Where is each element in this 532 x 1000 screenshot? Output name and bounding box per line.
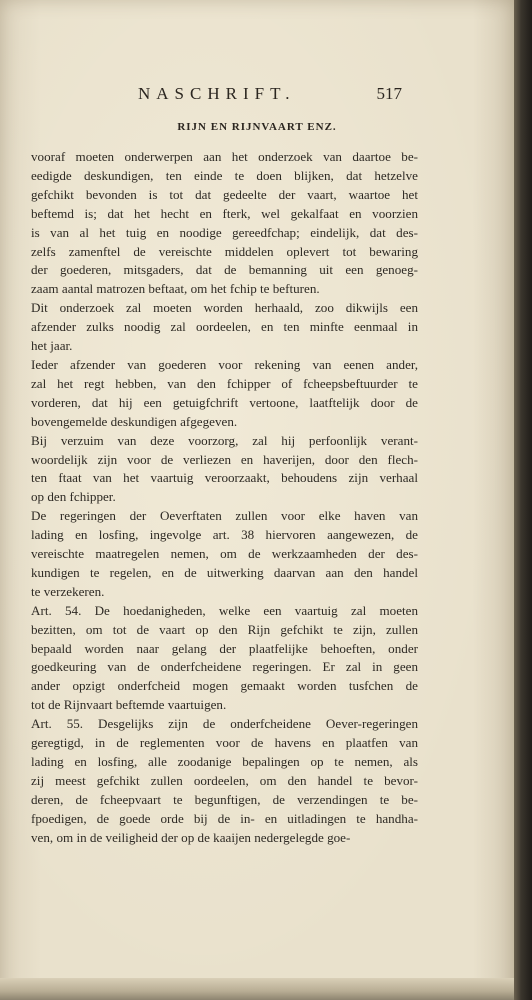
text-line: zelfs zamenftel de vereischte middelen oplevert tot bewaring [31, 243, 418, 259]
text-line: op den fchipper. [31, 489, 116, 505]
text-line: Art. 54. De hoedanigheden, welke een vaartuig zal moeten [31, 602, 418, 618]
text-line: te verzekeren. [31, 583, 105, 599]
text-line: tot de Rijnvaart beftemde vaartuigen. [31, 697, 227, 713]
text-line: gefchikt bevonden is tot dat gedeelte der vaart, waartoe het [31, 186, 418, 202]
text-line: ander opzigt onderfcheid mogen gemaakt worden tusfchen de [31, 678, 418, 694]
paragraph [31, 432, 418, 508]
text-line: zal het regt hebben, van den fchipper of fcheepsbeftuurder te [31, 375, 418, 391]
text-line: is van al het tuig en noodige gereedfchap; eindelijk, dat des- [31, 224, 418, 240]
text-line: lading en losfing, ingevolge art. 38 hiervoren aangewezen, de [31, 527, 418, 543]
text-line: der goederen, mitsgaders, dat de bemanning uit een genoeg- [31, 262, 418, 278]
book-binding-edge [514, 0, 532, 1000]
text-line: lading en losfing, alle zoodanige bepalingen op te nemen, als [31, 754, 418, 769]
text-line: woordelijk zijn voor de verliezen en haverijen, door den flech- [31, 451, 418, 467]
text-line: bepaald worden naar gelang der plaatfelijke behoeften, onder [31, 640, 418, 656]
text-line: De regeringen der Oeverftaten zullen voor elke haven van [31, 508, 418, 524]
text-line: eedigde deskundigen, ten einde te doen blijken, dat hetzelve [31, 167, 418, 183]
text-line: bezitten, om tot de vaart op den Rijn gefchikt te zijn, zullen [31, 621, 418, 637]
running-title: NASCHRIFT. [138, 84, 296, 103]
text-line: zij meest gefchikt zullen oordeelen, om den handel te bevor- [31, 772, 418, 788]
text-line: deren, de fcheepvaart te begunftigen, de verzendingen te be- [31, 791, 418, 807]
body-text [31, 148, 418, 848]
paragraph [31, 356, 418, 432]
text-line: geregtigd, in de reglementen voor de havens en plaatfen van [31, 735, 418, 751]
text-line: Dit onderzoek zal moeten worden herhaald, zoo dikwijls een [31, 300, 418, 316]
paragraph [31, 507, 418, 602]
text-line: zaam aantal matrozen beftaat, om het fchip te befturen. [31, 281, 320, 297]
text-line: goedkeuring van de onderfcheidene regeringen. Er zal in geen [31, 659, 418, 675]
paragraph [31, 602, 418, 715]
text-line: ten ftaat van het vaartuig veroorzaakt, behoudens zijn verhaal [31, 470, 418, 486]
text-line: Art. 55. Desgelijks zijn de onderfcheidene Oever-regeringen [31, 716, 418, 732]
text-line: vorderen, dat hij een getuigfchrift vertoone, laatftelijk door de [31, 394, 418, 410]
text-line: Ieder afzender van goederen voor rekening van eenen ander, [31, 356, 418, 372]
text-line: vooraf moeten onderwerpen aan het onderzoek van daartoe be- [31, 149, 418, 164]
page-header [138, 84, 402, 108]
text-line: bovengemelde deskundigen afgegeven. [31, 413, 238, 429]
text-line: vereischte maatregelen nemen, om de werkzaamheden der des- [31, 546, 418, 562]
text-line: beftemd is; dat het hecht en fterk, wel gekalfaat en voorzien [31, 205, 418, 221]
text-line: ven, om in de veiligheid der op de kaaijen nedergelegde goe- [31, 829, 351, 845]
text-line: afzender zulks noodig zal oordeelen, en ten minfte eenmaal in [31, 319, 418, 335]
paragraph [31, 148, 418, 299]
text-line: Bij verzuim van deze voorzorg, zal hij perfoonlijk verant- [31, 432, 418, 448]
text-line: het jaar. [31, 338, 73, 354]
page-bottom-edge [0, 978, 514, 1000]
section-title: RIJN EN RIJNVAART ENZ. [177, 121, 337, 133]
page-number: 517 [376, 84, 402, 103]
text-line: kundigen te regelen, en de uitwerking daarvan aan den handel [31, 564, 418, 580]
paragraph [31, 715, 418, 847]
text-line: fpoedigen, de goede orde bij de in- en uitladingen te handha- [31, 810, 418, 826]
paragraph [31, 299, 418, 356]
